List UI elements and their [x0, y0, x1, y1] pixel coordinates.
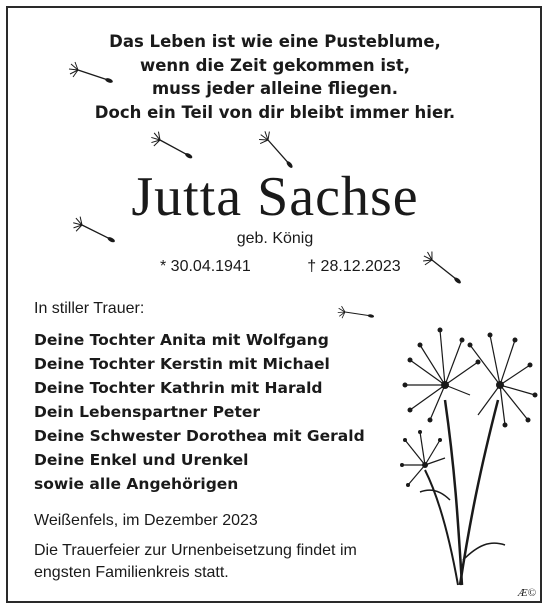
- mourner-line: Dein Lebenspartner Peter: [34, 403, 261, 421]
- dandelion-seed-icon: [337, 301, 375, 324]
- poem: [0, 30, 550, 124]
- ceremony-line: Die Trauerfeier zur Urnenbeisetzung findet im: [34, 542, 357, 559]
- dandelion-seed-icon: [253, 129, 302, 170]
- ceremony-note: [34, 540, 357, 584]
- death-date: † 28.12.2023: [307, 258, 401, 275]
- mourner-line: Deine Tochter Kerstin mit Michael: [34, 355, 330, 373]
- dandelion-seed-icon: [149, 131, 197, 160]
- mourner-line: sowie alle Angehörigen: [34, 475, 239, 493]
- life-dates: [160, 258, 401, 276]
- mourner-line: Deine Tochter Anita mit Wolfgang: [34, 331, 329, 349]
- mourner-line: Deine Enkel und Urenkel: [34, 451, 249, 469]
- mourning-intro: In stiller Trauer:: [34, 300, 145, 317]
- dandelion-flower-icon: [400, 328, 538, 586]
- poem-line: Doch ein Teil von dir bleibt immer hier.: [94, 102, 456, 122]
- birth-date: * 30.04.1941: [160, 258, 251, 275]
- mourner-line: Deine Tochter Kathrin mit Harald: [34, 379, 323, 397]
- poem-line: Das Leben ist wie eine Pusteblume,: [109, 32, 441, 51]
- maiden-name: geb. König: [236, 230, 314, 247]
- mourner-line: Deine Schwester Dorothea mit Gerald: [34, 427, 365, 445]
- poem-line: wenn die Zeit gekommen ist,: [139, 55, 411, 75]
- deceased-name: Jutta Sachse: [131, 166, 419, 228]
- mourners-list: [34, 328, 365, 496]
- ceremony-line: engsten Familienkreis statt.: [34, 564, 229, 581]
- poem-line: muss jeder alleine fliegen.: [151, 79, 399, 98]
- copyright-mark: Æ©: [517, 587, 536, 599]
- dandelion-seed-icon: [419, 249, 468, 285]
- place-date: Weißenfels, im Dezember 2023: [34, 512, 258, 529]
